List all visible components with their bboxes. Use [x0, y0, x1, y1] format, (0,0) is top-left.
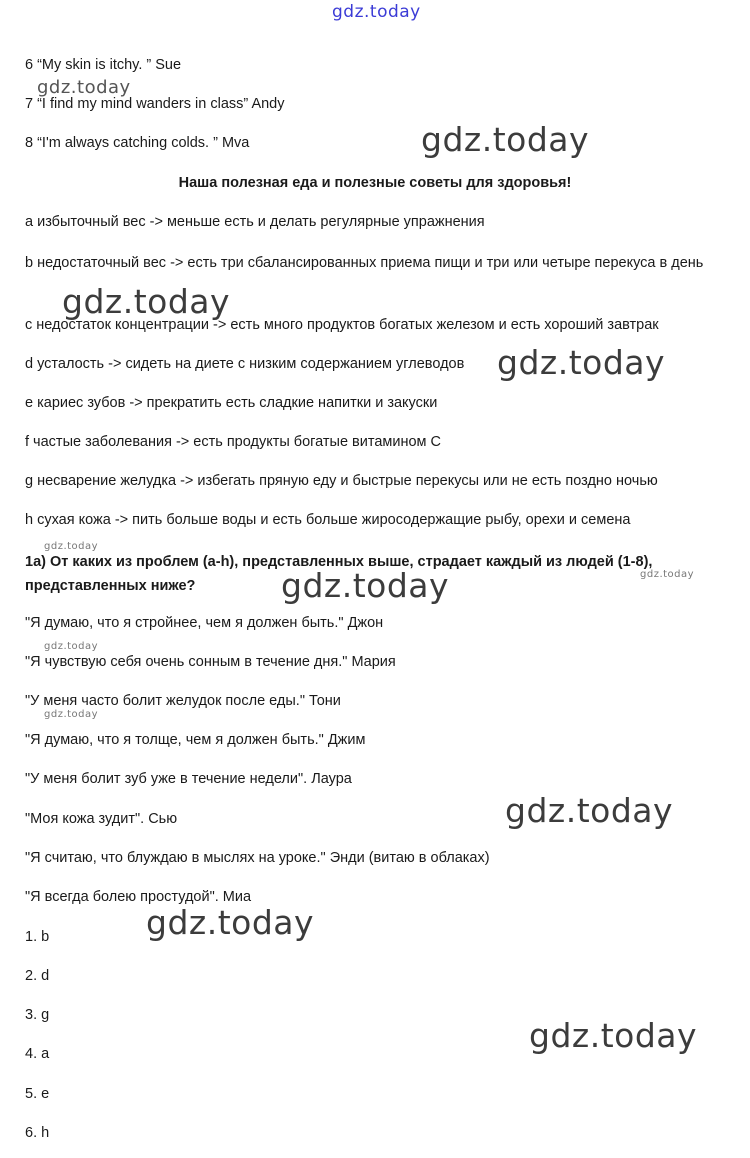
tip-b: b недостаточный вес -> есть три сбалансированных приема пищи и три или четыре перекуса в день	[25, 255, 704, 271]
watermark: gdz.today	[44, 541, 99, 552]
russian-quote-8: "Я всегда болею простудой". Миа	[25, 889, 252, 905]
answer-4: 4. a	[25, 1046, 50, 1062]
watermark: gdz.today	[497, 343, 666, 382]
answer-2: 2. d	[25, 968, 50, 984]
english-quote-6: 6 “My skin is itchy. ” Sue	[25, 57, 182, 73]
russian-quote-7: "Я считаю, что блуждаю в мыслях на уроке." Энди (витаю в облаках)	[25, 850, 490, 866]
english-quote-7: 7 “I find my mind wanders in class” Andy	[25, 96, 285, 112]
russian-quote-3: "У меня часто болит желудок после еды." Тони	[25, 693, 341, 709]
tip-c: c недостаток концентрации -> есть много продуктов богатых железом и есть хороший завтрак	[25, 317, 659, 333]
watermark: gdz.today	[62, 282, 231, 321]
watermark: gdz.today	[505, 791, 674, 830]
answer-3: 3. g	[25, 1007, 50, 1023]
english-quote-8: 8 “I'm always catching colds. ” Mva	[25, 135, 250, 151]
watermark: gdz.today	[529, 1016, 698, 1055]
question-line-1: 1a) От каких из проблем (a-h), представленных выше, страдает каждый из людей (1-8),	[25, 554, 653, 570]
watermark: gdz.today	[44, 641, 99, 652]
tip-e: e кариес зубов -> прекратить есть сладкие напитки и закуски	[25, 395, 438, 411]
watermark: gdz.today	[44, 709, 99, 720]
watermark: gdz.today	[37, 77, 131, 98]
watermark-top: gdz.today	[332, 2, 421, 22]
russian-quote-2: "Я чувствую себя очень сонным в течение дня." Мария	[25, 654, 396, 670]
tip-a: a избыточный вес -> меньше есть и делать регулярные упражнения	[25, 214, 485, 230]
watermark: gdz.today	[640, 569, 695, 580]
tip-h: h сухая кожа -> пить больше воды и есть больше жиросодержащие рыбу, орехи и семена	[25, 512, 631, 528]
answer-1: 1. b	[25, 929, 50, 945]
russian-quote-1: "Я думаю, что я стройнее, чем я должен быть." Джон	[25, 615, 384, 631]
section-title: Наша полезная еда и полезные советы для здоровья!	[178, 175, 572, 191]
watermark: gdz.today	[421, 120, 590, 159]
watermark: gdz.today	[146, 903, 315, 942]
tip-f: f частые заболевания -> есть продукты богатые витамином C	[25, 434, 441, 450]
tip-g: g несварение желудка -> избегать пряную еду и быстрые перекусы или не есть поздно ночью	[25, 473, 658, 489]
answer-5: 5. e	[25, 1086, 50, 1102]
russian-quote-5: "У меня болит зуб уже в течение недели". Лаура	[25, 771, 352, 787]
watermark: gdz.today	[281, 566, 450, 605]
russian-quote-6: "Моя кожа зудит". Сью	[25, 811, 178, 827]
answer-6: 6. h	[25, 1125, 50, 1141]
tip-d: d усталость -> сидеть на диете с низким содержанием углеводов	[25, 356, 465, 372]
russian-quote-4: "Я думаю, что я толще, чем я должен быть." Джим	[25, 732, 366, 748]
question-line-2: представленных ниже?	[25, 578, 196, 594]
